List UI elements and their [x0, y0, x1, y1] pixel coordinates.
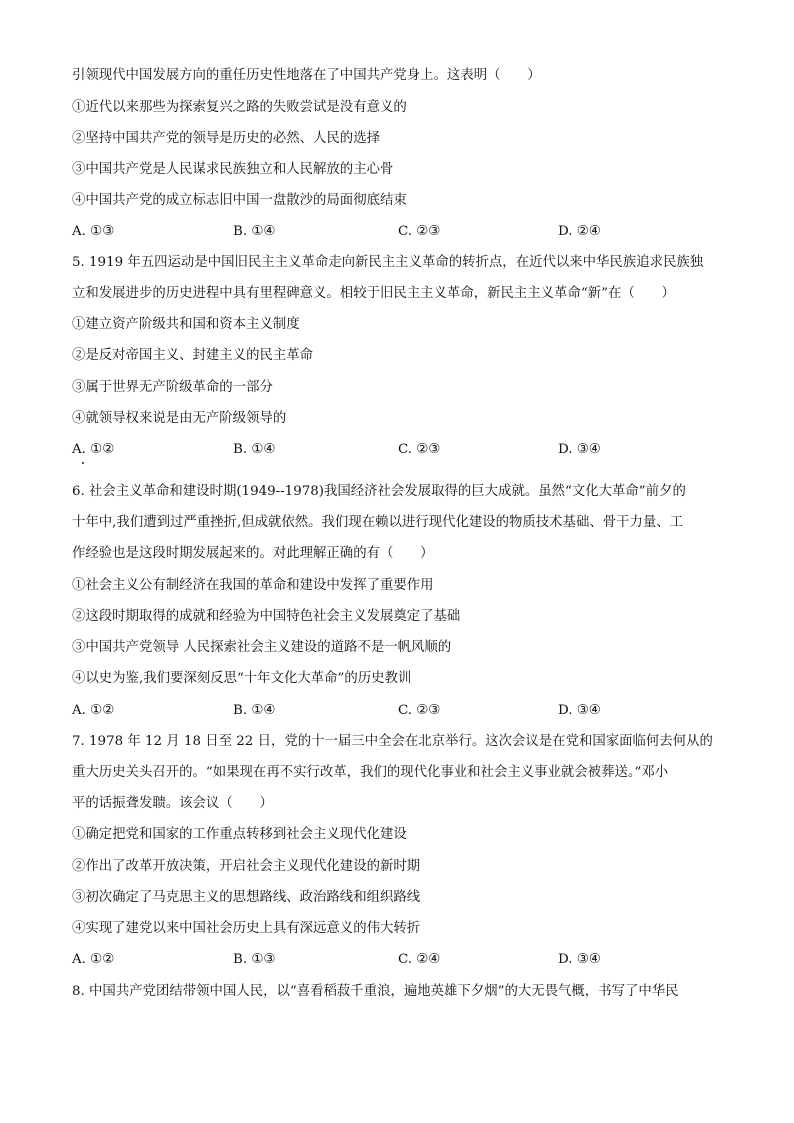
q7-statement-4: ④实现了建党以来中国社会历史上具有深远意义的伟大转折 [72, 921, 421, 936]
stray-mark [82, 462, 84, 464]
q6-statement-2: ②这段时期取得的成就和经验为中国特色社会主义发展奠定了基础 [72, 609, 461, 624]
q7-stem-line-3: 平的话振聋发聩。该会议（ ） [72, 796, 273, 811]
q6-option-c: C. ②③ [398, 703, 441, 718]
q6-stem-line-3: 作经验也是这段时期发展起来的。对此理解正确的有（ ） [72, 546, 434, 561]
q4-option-b: B. ①④ [233, 224, 276, 239]
q6-options [72, 701, 732, 721]
q4-option-c: C. ②③ [398, 224, 441, 239]
q4-statement-2: ②坚持中国共产党的领导是历史的必然、人民的选择 [72, 131, 380, 146]
q4-statement-1: ①近代以来那些为探索复兴之路的失败尝试是没有意义的 [72, 100, 407, 115]
q6-statement-3: ③中国共产党领导 人民探索社会主义建设的道路不是一帆风顺的 [72, 640, 452, 655]
q5-option-a: A. ①② [72, 442, 115, 457]
q4-statement-3: ③中国共产党是人民谋求民族独立和人民解放的主心骨 [72, 162, 394, 177]
q5-statement-3: ③属于世界无产阶级革命的一部分 [72, 380, 273, 395]
q5-option-c: C. ②③ [398, 442, 441, 457]
q6-option-b: B. ①④ [233, 703, 276, 718]
q5-statement-4: ④就领导权来说是由无产阶级领导的 [72, 411, 287, 426]
q5-stem-line-1: 5. 1919 年五四运动是中国旧民主主义革命走向新民主主义革命的转折点，在近代以来中华民族追求民族独 [72, 255, 704, 270]
q5-stem-line-2: 立和发展进步的历史进程中具有里程碑意义。相较于旧民主主义革命，新民主主义革命“新”在（ ） [72, 286, 675, 301]
q7-statement-2: ②作出了改革开放决策，开启社会主义现代化建设的新时期 [72, 859, 421, 874]
q6-option-d: D. ③④ [558, 703, 601, 718]
q7-statement-3: ③初次确定了马克思主义的思想路线、政治路线和组织路线 [72, 890, 421, 905]
q6-stem-line-1: 6. 社会主义革命和建设时期(1949--1978)我国经济社会发展取得的巨大成就。虽然“文化大革命”前夕的 [72, 484, 686, 499]
q6-stem-line-2: 十年中,我们遭到过严重挫折,但成就依然。我们现在赖以进行现代化建设的物质技术基础、骨干力量、工 [72, 515, 684, 530]
q7-statement-1: ①确定把党和国家的工作重点转移到社会主义现代化建设 [72, 827, 407, 842]
q4-option-d: D. ②④ [558, 224, 601, 239]
q6-option-a: A. ①② [72, 703, 115, 718]
q6-statement-1: ①社会主义公有制经济在我国的革命和建设中发挥了重要作用 [72, 578, 434, 593]
q5-statement-2: ②是反对帝国主义、封建主义的民主革命 [72, 348, 314, 363]
q6-statement-4: ④以史为鉴,我们要深刻反思“十年文化大革命”的历史教训 [72, 671, 412, 686]
q7-option-c: C. ②④ [398, 952, 441, 967]
q7-option-b: B. ①③ [233, 952, 276, 967]
q5-option-d: D. ③④ [558, 442, 601, 457]
q4-statement-4: ④中国共产党的成立标志旧中国一盘散沙的局面彻底结束 [72, 193, 407, 208]
q5-options [72, 440, 732, 460]
q7-option-a: A. ①② [72, 952, 115, 967]
q7-stem-line-1: 7. 1978 年 12 月 18 日至 22 日，党的十一届三中全会在北京举行。这次会议是在党和国家面临何去何从的 [72, 734, 713, 749]
q5-option-b: B. ①④ [233, 442, 276, 457]
q4-stem-line-1: 引领现代中国发展方向的重任历史性地落在了中国共产党身上。这表明（ ） [72, 68, 541, 83]
q4-options [72, 222, 732, 242]
q7-stem-line-2: 重大历史关头召开的。“如果现在再不实行改革，我们的现代化事业和社会主义事业就会被葬送。”邓小 [72, 765, 669, 780]
q4-option-a: A. ①③ [72, 224, 115, 239]
q8-stem-line-1: 8. 中国共产党团结带领中国人民，以“喜看稻菽千重浪，遍地英雄下夕烟”的大无畏气概，书写了中华民 [72, 984, 679, 999]
q7-option-d: D. ③④ [558, 952, 601, 967]
q5-statement-1: ①建立资产阶级共和国和资本主义制度 [72, 317, 300, 332]
q7-options [72, 950, 732, 970]
